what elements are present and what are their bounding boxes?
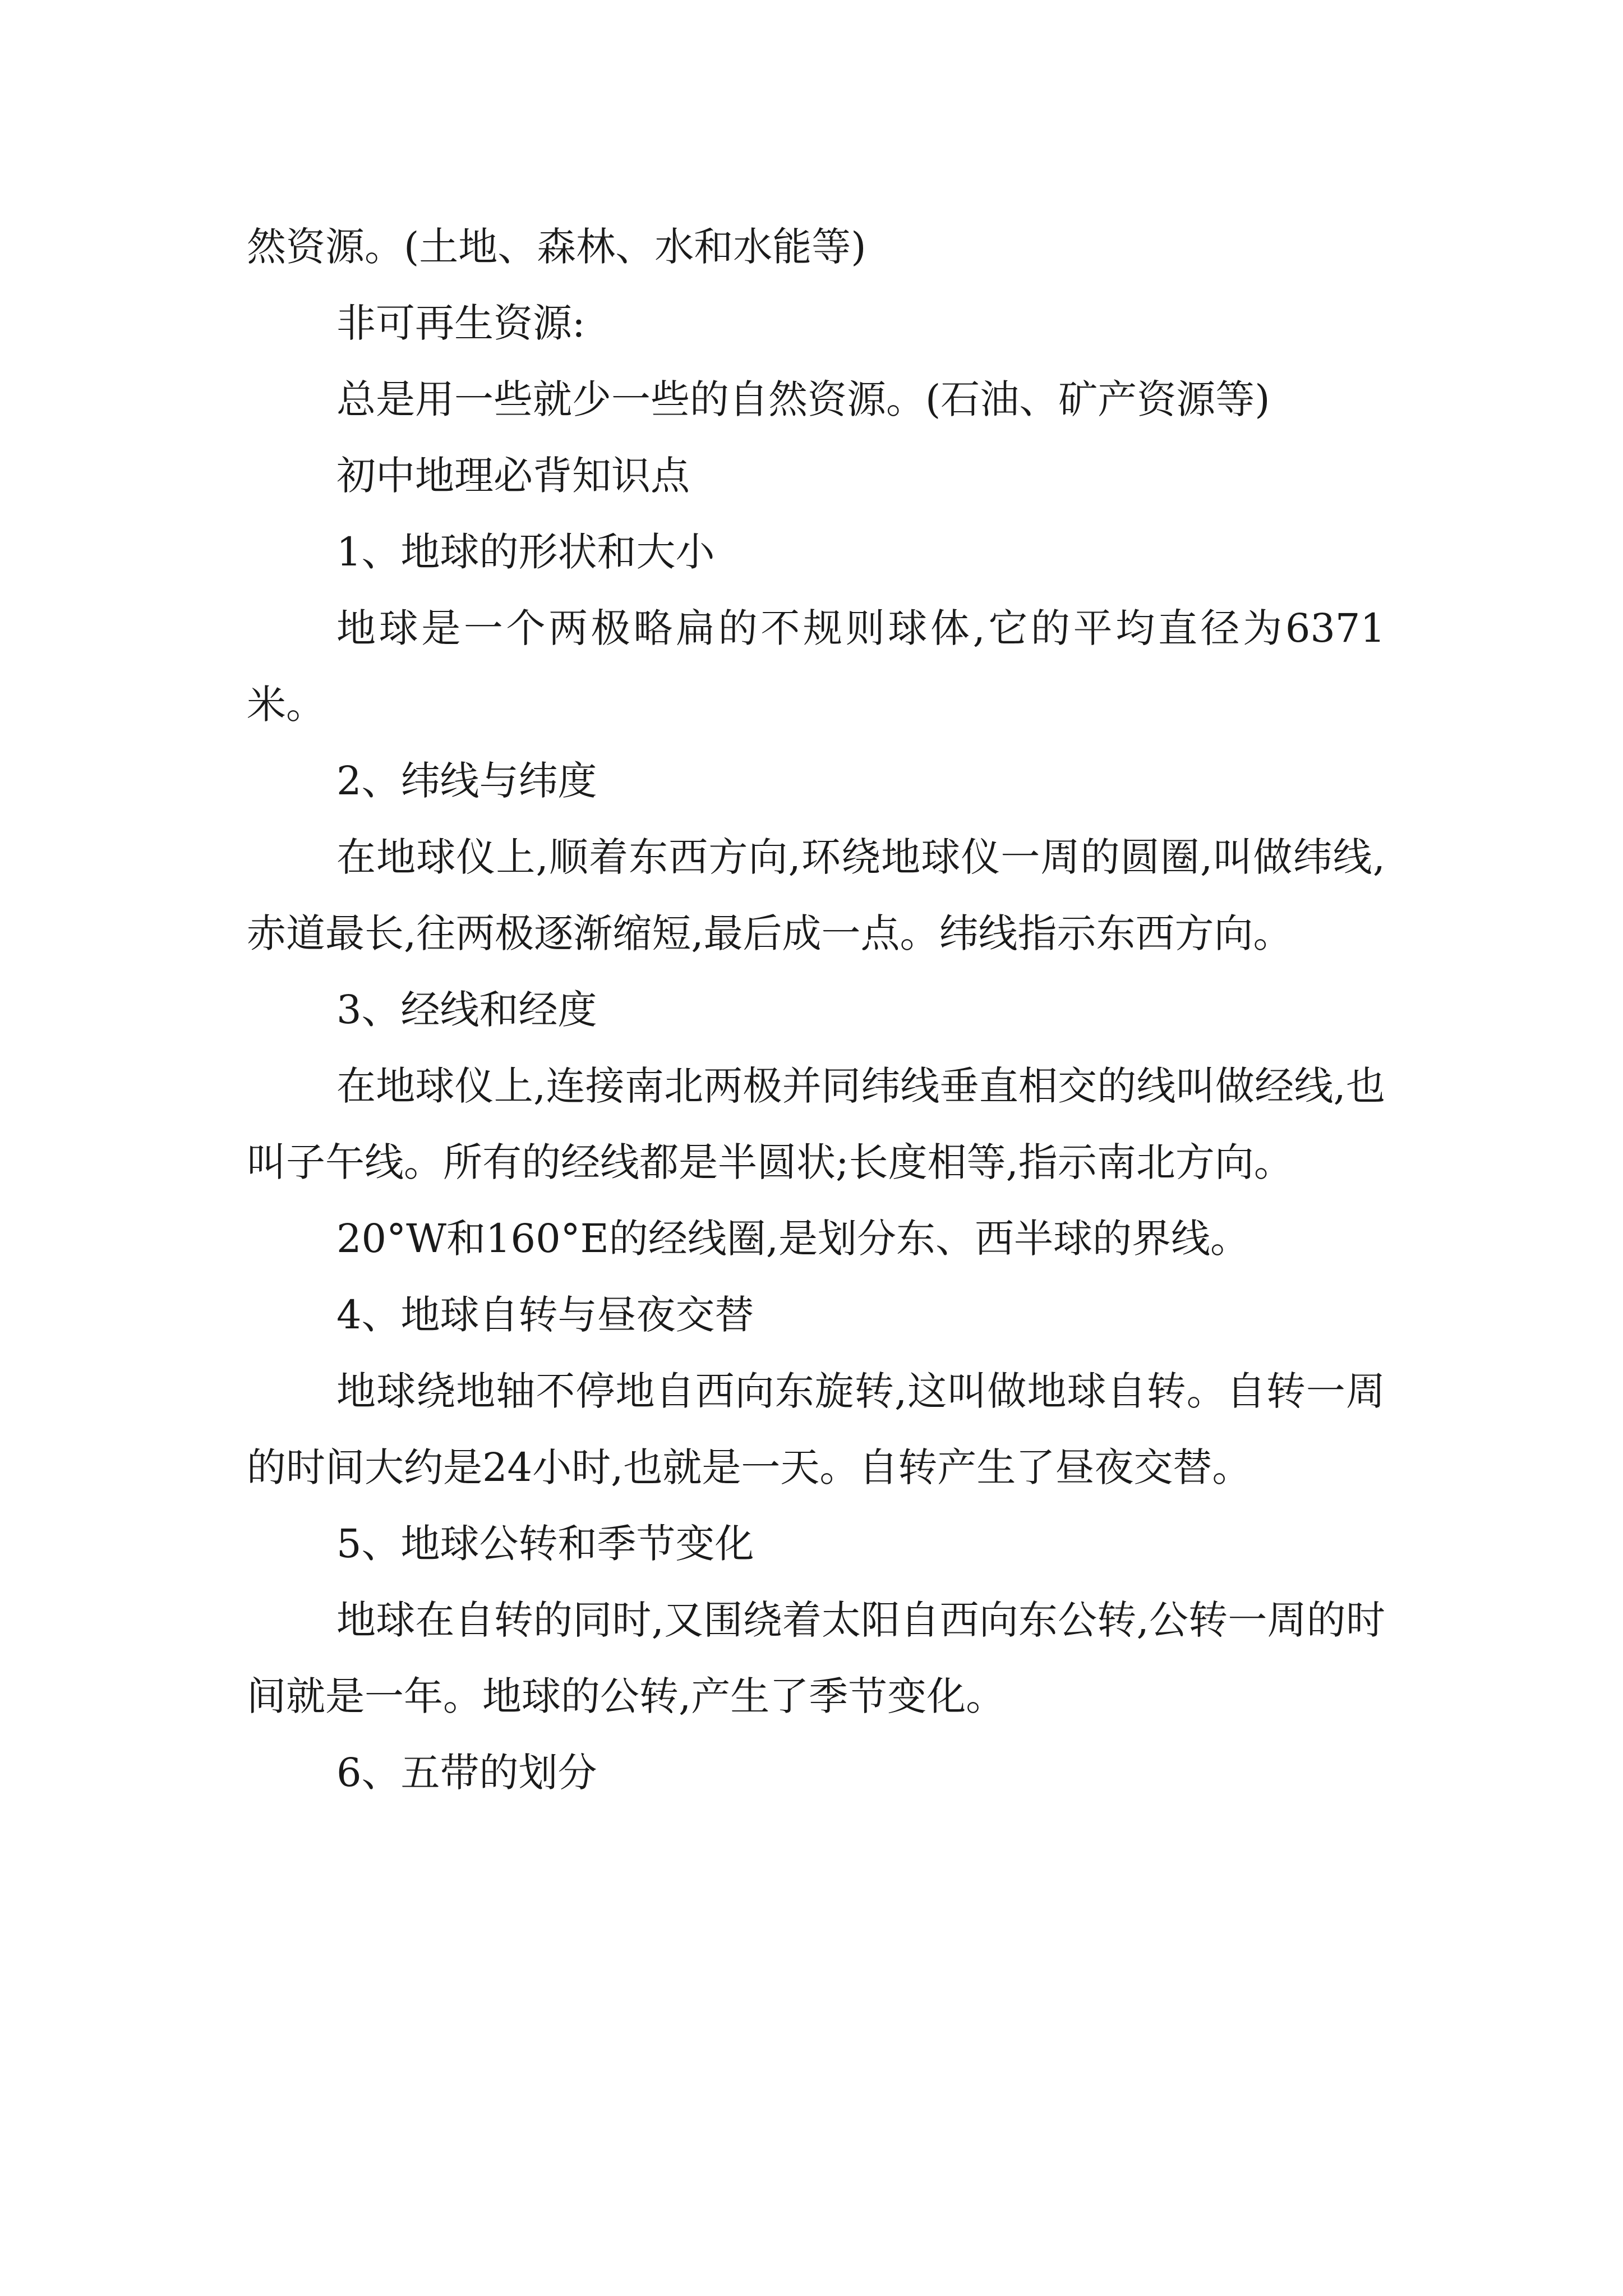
paragraph-1: 地球是一个两极略扁的不规则球体,它的平均直径为6371米。 — [247, 605, 1385, 728]
heading-nonrenewable-resources: 非可再生资源: — [336, 300, 585, 346]
heading-5: 5、地球公转和季节变化 — [336, 1521, 754, 1567]
paragraph-2: 在地球仪上,顺着东西方向,环绕地球仪一周的圆圈,叫做纬线,赤道最长,往两极逐渐缩短,最后成一点。纬线指示东西方向。 — [247, 834, 1385, 956]
paragraph-3: 在地球仪上,连接南北两极并同纬线垂直相交的线叫做经线,也叫子午线。所有的经线都是半圆状;长度相等,指示南北方向。 — [247, 1063, 1385, 1185]
paragraph-nonrenewable-definition: 总是用一些就少一些的自然资源。(石油、矿产资源等) — [336, 376, 1270, 422]
paragraph-3b: 20°W和160°E的经线圈,是划分东、西半球的界线。 — [336, 1216, 1249, 1262]
paragraph-continuation: 然资源。(土地、森林、水和水能等) — [247, 224, 866, 270]
document-body — [247, 209, 1385, 1811]
heading-4: 4、地球自转与昼夜交替 — [336, 1292, 754, 1338]
paragraph-5: 地球在自转的同时,又围绕着太阳自西向东公转,公转一周的时间就是一年。地球的公转,产生了季节变化。 — [247, 1597, 1385, 1719]
paragraph-4: 地球绕地轴不停地自西向东旋转,这叫做地球自转。自转一周的时间大约是24小时,也就是一天。自转产生了昼夜交替。 — [247, 1368, 1385, 1490]
heading-1: 1、地球的形状和大小 — [336, 529, 715, 575]
section-title: 初中地理必背知识点 — [336, 453, 690, 499]
heading-6: 6、五带的划分 — [336, 1750, 597, 1796]
heading-3: 3、经线和经度 — [336, 987, 597, 1033]
heading-2: 2、纬线与纬度 — [336, 758, 597, 804]
